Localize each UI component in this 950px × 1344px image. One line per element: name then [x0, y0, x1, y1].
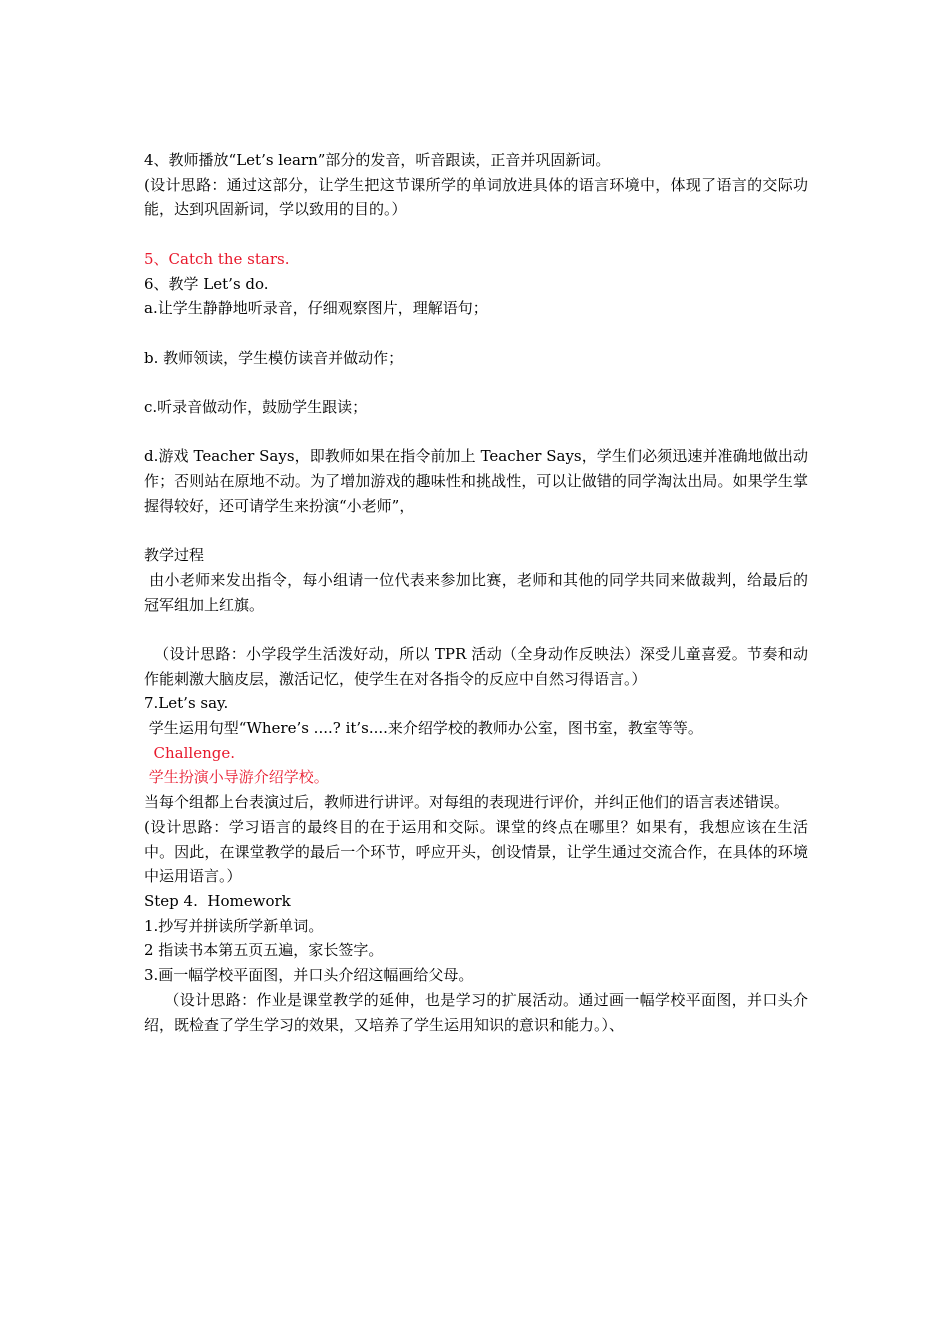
step-6-lets-do: 6、教学 Let’s do. — [144, 274, 269, 293]
blank-line — [144, 617, 808, 642]
homework-item-1: 1.抄写并拼读所学新单词。 — [144, 916, 324, 935]
homework-item-3: 3.画一幅学校平面图，并口头介绍这幅画给父母。 — [144, 966, 474, 985]
design-note-1: (设计思路：通过这部分，让学生把这节课所学的单词放进具体的语言环境中，体现了语言的交际功能，达到巩固新词，学以致用的目的。） — [144, 175, 808, 219]
item-a: a.让学生静静地听录音，仔细观察图片，理解语句； — [144, 299, 488, 318]
document-body — [144, 148, 808, 1037]
step-4-listen: 4、教师播放“Let’s learn”部分的发音，听音跟读，正音并巩固新词。 — [144, 151, 611, 169]
design-note-tpr: （设计思路：小学段学生活泼好动，所以 TPR 活动（全身动作反映法）深受儿童喜爱。节奏和动作能刺激大脑皮层，激活记忆，使学生在对各指令的反应中自然习得语言。） — [144, 644, 808, 688]
challenge-heading: Challenge. — [144, 743, 236, 762]
process-text: 由小老师来发出指令，每小组请一位代表来参加比赛，老师和其他的同学共同来做裁判，给最后的冠军组加上红旗。 — [144, 570, 808, 614]
lets-say-text: 学生运用句型“Where’s ....? it’s....来介绍学校的教师办公室，图书室，教室等等。 — [144, 719, 703, 738]
item-b: b. 教师领读，学生模仿读音并做动作； — [144, 348, 404, 367]
item-c: c.听录音做动作，鼓励学生跟读； — [144, 397, 368, 416]
step-4-homework-heading: Step 4. Homework — [144, 892, 291, 910]
evaluation-text: 当每个组都上台表演过后，教师进行讲评。对每组的表现进行评价，并纠正他们的语言表述错误。 — [144, 793, 790, 812]
blank-line — [144, 222, 808, 247]
section-heading-process: 教学过程 — [144, 546, 205, 565]
blank-line — [144, 321, 808, 346]
design-note-homework: （设计思路：作业是课堂教学的延伸，也是学习的扩展活动。通过画一幅学校平面图，并口头介绍，既检查了学生学习的效果，又培养了学生运用知识的意识和能力。）、 — [144, 990, 808, 1034]
blank-line — [144, 518, 808, 543]
blank-line — [144, 420, 808, 445]
homework-item-2: 2 指读书本第五页五遍，家长签字。 — [144, 941, 384, 960]
blank-line — [144, 370, 808, 395]
challenge-text: 学生扮演小导游介绍学校。 — [144, 768, 329, 787]
design-note-communication: (设计思路：学习语言的最终目的在于运用和交际。课堂的终点在哪里？如果有，我想应该在生活中。因此，在课堂教学的最后一个环节，呼应开头，创设情景，让学生通过交流合作，在具体的环境中运用语言。） — [144, 817, 808, 886]
item-d-teacher-says: d.游戏 Teacher Says，即教师如果在指令前加上 Teacher Says，学生们必须迅速并准确地做出动作；否则站在原地不动。为了增加游戏的趣味性和挑战性，可以让做错的同学淘汰出局。如果学生掌握得较好，还可请学生来扮演“小老师”， — [144, 447, 808, 515]
step-5-catch-stars: 5、Catch the stars. — [144, 249, 290, 268]
step-7-lets-say: 7.Let’s say. — [144, 694, 229, 713]
